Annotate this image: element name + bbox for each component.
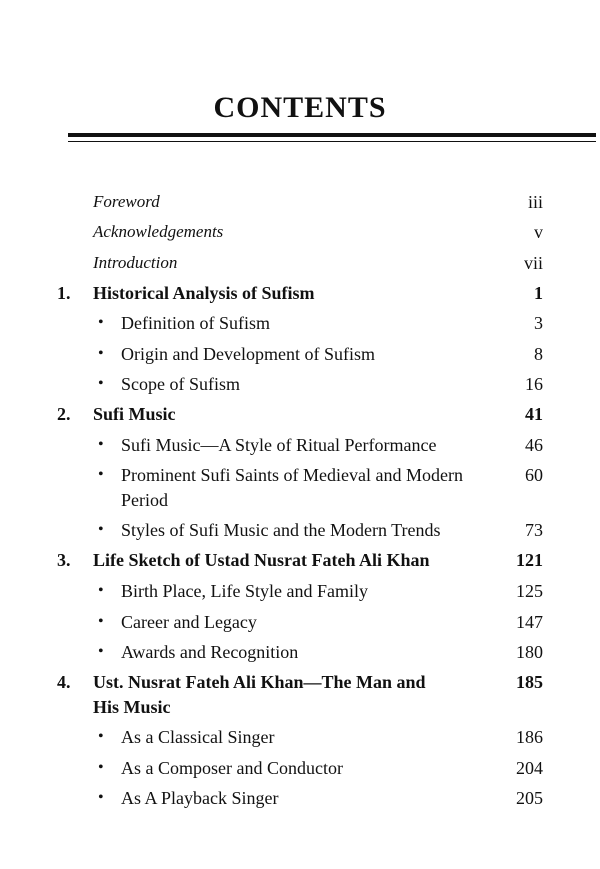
- section-page: 73: [525, 520, 543, 540]
- toc-section-2-3[interactable]: [0, 518, 600, 542]
- chapter-number: 2.: [57, 404, 71, 424]
- section-title: Definition of Sufism: [121, 313, 270, 333]
- section-page: 8: [534, 344, 543, 364]
- page-heading: CONTENTS: [213, 91, 387, 124]
- chapter-title-continued: His Music: [93, 697, 171, 717]
- section-page: 60: [525, 465, 543, 485]
- toc-chapter-2[interactable]: [0, 402, 600, 426]
- toc-section-4-1[interactable]: [0, 725, 600, 749]
- bullet-icon: •: [98, 436, 104, 453]
- section-title: Career and Legacy: [121, 612, 257, 632]
- toc-section-1-2[interactable]: [0, 342, 600, 366]
- section-page: 16: [525, 374, 543, 394]
- chapter-page: 1: [534, 283, 543, 303]
- toc-chapter-1[interactable]: [0, 281, 600, 305]
- toc-section-1-3[interactable]: [0, 372, 600, 396]
- bullet-icon: •: [98, 789, 104, 806]
- section-title: Origin and Development of Sufism: [121, 344, 375, 364]
- bullet-icon: •: [98, 613, 104, 630]
- toc-section-3-2[interactable]: [0, 610, 600, 634]
- bullet-icon: •: [98, 521, 104, 538]
- section-page: 204: [516, 758, 543, 778]
- chapter-number: 3.: [57, 550, 71, 570]
- chapter-title: Life Sketch of Ustad Nusrat Fateh Ali Khan: [93, 550, 430, 570]
- section-title: Styles of Sufi Music and the Modern Trends: [121, 520, 441, 540]
- entry-page: vii: [523, 253, 543, 273]
- bullet-icon: •: [98, 466, 104, 483]
- entry-title: Foreword: [93, 192, 160, 211]
- toc-section-3-3[interactable]: [0, 640, 600, 664]
- toc-section-4-2[interactable]: [0, 756, 600, 780]
- entry-title: Introduction: [93, 253, 178, 272]
- section-page: 147: [516, 612, 543, 632]
- heading-rule-thick: [68, 133, 596, 137]
- chapter-title: Sufi Music: [93, 404, 176, 424]
- bullet-icon: •: [98, 582, 104, 599]
- section-title: Scope of Sufism: [121, 374, 240, 394]
- section-title: As a Classical Singer: [121, 727, 275, 747]
- bullet-icon: •: [98, 375, 104, 392]
- toc-section-2-1[interactable]: [0, 433, 600, 457]
- chapter-page: 185: [516, 672, 543, 692]
- section-page: 3: [534, 313, 543, 333]
- toc-entry-foreword[interactable]: [0, 190, 600, 214]
- toc-section-1-1[interactable]: [0, 311, 600, 335]
- section-title: Birth Place, Life Style and Family: [121, 581, 368, 601]
- chapter-page: 121: [516, 550, 543, 570]
- chapter-number: 1.: [57, 283, 71, 303]
- chapter-title: Historical Analysis of Sufism: [93, 283, 315, 303]
- toc-section-4-3[interactable]: [0, 786, 600, 810]
- section-page: 180: [516, 642, 543, 662]
- toc-chapter-3[interactable]: [0, 548, 600, 572]
- bullet-icon: •: [98, 728, 104, 745]
- section-title: Prominent Sufi Saints of Medieval and Modern: [121, 465, 463, 485]
- bullet-icon: •: [98, 345, 104, 362]
- section-page: 205: [516, 788, 543, 808]
- toc-entry-acknowledgements[interactable]: [0, 220, 600, 244]
- section-title: Sufi Music—A Style of Ritual Performance: [121, 435, 437, 455]
- section-title: Awards and Recognition: [121, 642, 299, 662]
- bullet-icon: •: [98, 314, 104, 331]
- section-page: 186: [516, 727, 543, 747]
- entry-page: v: [534, 222, 543, 242]
- heading-rule-thin: [68, 141, 596, 142]
- chapter-title: Ust. Nusrat Fateh Ali Khan—The Man and: [93, 672, 426, 692]
- toc-section-2-2[interactable]: [0, 463, 600, 487]
- toc-chapter-4-continued: [0, 695, 600, 719]
- section-page: 46: [525, 435, 543, 455]
- toc-section-2-2-continued: [0, 488, 600, 512]
- bullet-icon: •: [98, 643, 104, 660]
- section-title: As A Playback Singer: [121, 788, 279, 808]
- section-title: As a Composer and Conductor: [121, 758, 343, 778]
- bullet-icon: •: [98, 759, 104, 776]
- entry-page: iii: [527, 192, 543, 212]
- chapter-page: 41: [525, 404, 543, 424]
- section-page: 125: [516, 581, 543, 601]
- toc-entry-introduction[interactable]: [0, 251, 600, 275]
- toc-section-3-1[interactable]: [0, 579, 600, 603]
- chapter-number: 4.: [57, 672, 71, 692]
- toc-chapter-4[interactable]: [0, 670, 600, 694]
- section-title-continued: Period: [121, 490, 168, 510]
- entry-title: Acknowledgements: [93, 222, 224, 241]
